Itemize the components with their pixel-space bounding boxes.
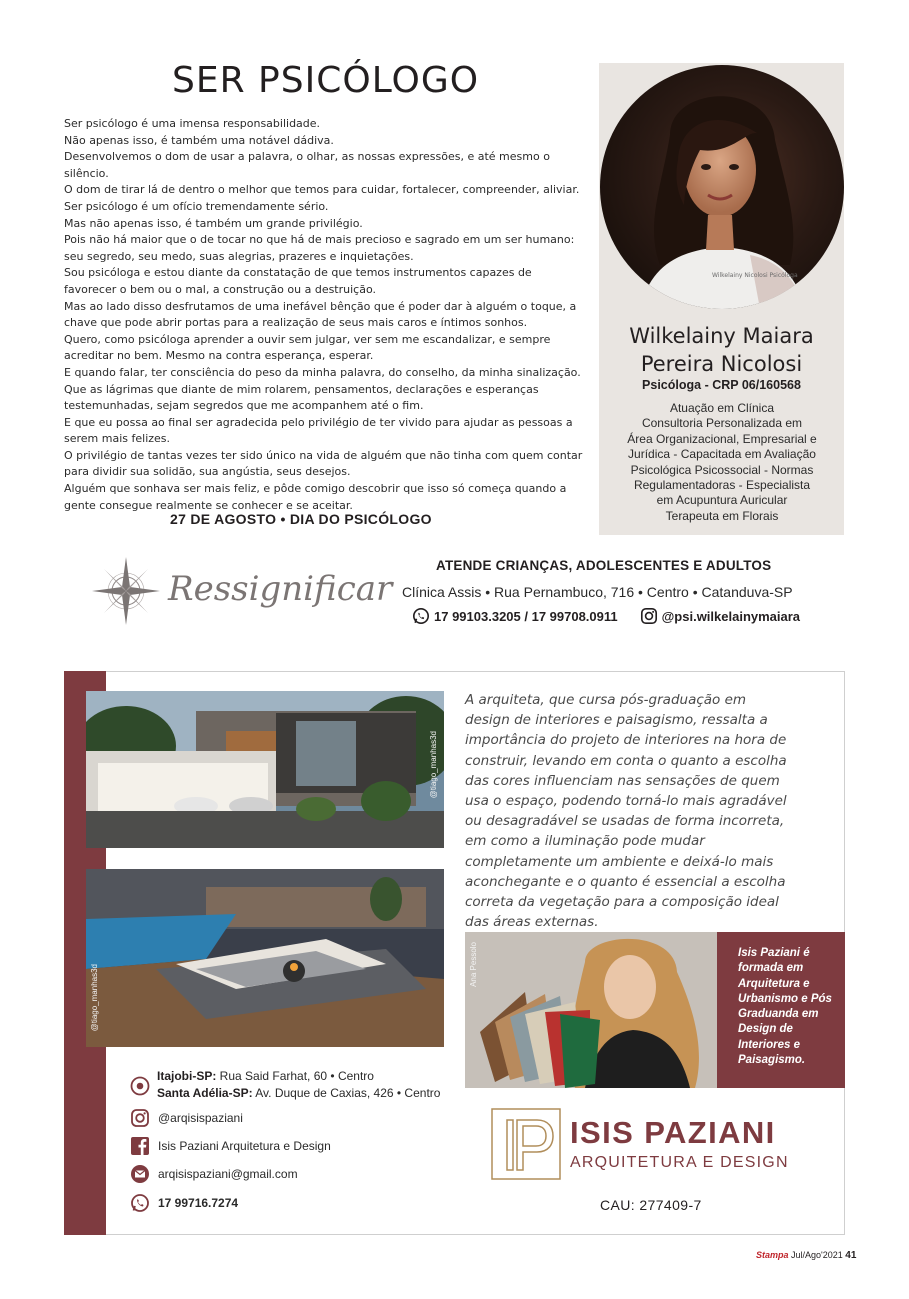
date-line: 27 DE AGOSTO • DIA DO PSICÓLOGO	[170, 511, 432, 527]
profile-description-line: Regulamentadoras - Especialista	[633, 478, 811, 493]
pool-render-photo	[86, 869, 444, 1047]
photo-credit-person: Ana Pessolo	[469, 942, 478, 987]
profile-description-line: Atuação em Clínica	[669, 401, 775, 415]
attend-line: ATENDE CRIANÇAS, ADOLESCENTES E ADULTOS	[436, 558, 772, 573]
article-paragraph: Que as lágrimas que diante de mim rolarem, pensamentos, declarações e esperanças testemunhadas, sejam segredos que me acompanhem até o fim.	[64, 382, 539, 413]
article-paragraph: Mas não apenas isso, é também um grande privilégio.	[64, 216, 363, 230]
article-paragraph: Sou psicóloga e estou diante da constatação de que temos instrumentos capazes de favorecer o bem ou o mal, a construção ou a destruição.	[64, 266, 532, 296]
architect-bio: Isis Paziani é formada em Arquitetura e Urbanismo e Pós Graduanda em Design de Interiores e Paisagismo.	[717, 932, 845, 1088]
instagram-icon	[640, 607, 658, 625]
ad-instagram-text: @arqisispaziani	[158, 1111, 243, 1125]
page-number: 41	[845, 1250, 857, 1261]
profile-description-line: Consultoria Personalizada em	[641, 416, 803, 431]
article-paragraph: E quando falar, ter consciência do peso da minha palavra, do conselho, da minha sinalização.	[64, 365, 581, 379]
whatsapp-icon	[412, 607, 430, 625]
ressignificar-logo	[90, 555, 393, 630]
profile-description-line: em Acupuntura Auricular	[656, 493, 788, 508]
article-paragraph: Alguém que sonhava ser mais feliz, e pôde comigo descobrir que isso só começa quando a gente consegue realmente se conhecer e se aceitar.	[64, 482, 567, 512]
clinic-contacts	[412, 607, 800, 625]
instagram-icon	[130, 1108, 150, 1128]
profile-name	[599, 322, 844, 378]
article-paragraph: Não apenas isso, é também uma notável dádiva.	[64, 133, 334, 147]
ad-facebook[interactable]	[130, 1136, 331, 1156]
article-paragraph: E que eu possa ao final ser agradecida pelo privilégio de ter vivido para ajudar as pessoas a serem mais felizes.	[64, 415, 573, 446]
brand-subtitle: ARQUITETURA E DESIGN	[570, 1154, 789, 1171]
facebook-icon	[130, 1136, 150, 1156]
clinic-address: Clínica Assis • Rua Pernambuco, 716 • Centro • Catanduva-SP	[402, 584, 793, 600]
photo-credit-pool: @tiago_manhas3d	[90, 964, 99, 1032]
address1-label: Itajobi-SP:	[157, 1069, 217, 1083]
profile-description-line: Área Organizacional, Empresarial e	[627, 431, 817, 446]
magazine-brand: Stampa	[756, 1250, 789, 1260]
article-paragraph: Pois não há maior que o de tocar no que há de mais precioso e sagrado em um ser humano: seu segredo, seu medo, suas alegrias, prazeres e inquietações.	[64, 233, 575, 263]
profile-crp: Psicóloga - CRP 06/160568	[642, 378, 801, 392]
profile-description-line: Terapeuta em Florais	[665, 508, 779, 523]
profile-name-line1: Wilkelainy Maiara	[629, 324, 814, 348]
cau-number: CAU: 277409-7	[600, 1197, 702, 1213]
article-title: SER PSICÓLOGO	[172, 60, 480, 101]
article-paragraph: Mas ao lado disso desfrutamos de uma inefável bênção que é poder dar à alguém o toque, a chave que pode abrir portas para a realização de seus mais caros e íntimos sonhos.	[64, 299, 577, 330]
clinic-instagram-text: @psi.wilkelainymaiara	[661, 608, 801, 624]
compass-rose-icon	[90, 555, 162, 627]
article-paragraph: O privilégio de tantas vezes ter sido único na vida de alguém que não tinha com quem contar para dividir sua solidão, sua angústia, seus desejos.	[64, 448, 583, 479]
ad-whatsapp[interactable]	[130, 1193, 238, 1213]
article-body	[64, 116, 584, 514]
coat-embroidery: Wilkelainy Nicolosi Psicóloga	[712, 272, 798, 279]
architect-photo	[465, 932, 717, 1088]
profile-description-line: Psicológica Psicossocial - Normas	[630, 462, 814, 477]
ip-monogram-logo	[491, 1108, 561, 1180]
page-footer	[756, 1250, 856, 1261]
article-paragraph: Quero, como psicóloga aprender a ouvir sem julgar, ver sem me escandalizar, e sempre acreditar no bem. Mesmo na contra esperança, esperar.	[64, 332, 551, 363]
ad-paragraph: A arquiteta, que cursa pós-graduação em design de interiores e paisagismo, ressalta a importância do projeto de interiores na hora de construir, levando em conta o quanto a escolha das cores influenciam nas sensações de quem usa o espaço, podendo torná-lo mais agradável ou desagradável se usadas de forma incorreta, em como a iluminação pode mudar completamente um ambiente e deixá-lo mais aconchegante e o quanto é essencial a escolha correta da vegetação para a composição ideal das áreas externas.	[465, 692, 787, 931]
email-icon	[130, 1164, 150, 1184]
address2-label: Santa Adélia-SP:	[157, 1085, 253, 1100]
ad-facebook-text: Isis Paziani Arquitetura e Design	[158, 1139, 331, 1153]
magazine-issue: Jul/Ago'2021	[788, 1250, 846, 1260]
whatsapp-icon	[130, 1193, 150, 1213]
article-paragraph: O dom de tirar lá de dentro o melhor que temos para cuidar, fortalecer, compreender, aliviar.	[64, 183, 580, 197]
house-render-photo	[86, 691, 444, 848]
article-paragraph: Ser psicólogo é um ofício tremendamente sério.	[64, 199, 329, 213]
article-paragraph: Ser psicólogo é uma imensa responsabilidade.	[64, 117, 321, 130]
photo-credit-house: @tiago_manhas3d	[429, 731, 438, 799]
profile-description	[606, 401, 838, 524]
ad-email-text: arqisispaziani@gmail.com	[158, 1167, 298, 1181]
ad-addresses	[157, 1068, 440, 1101]
clinic-instagram[interactable]	[640, 607, 800, 625]
address2-text: Av. Duque de Caxias, 426 • Centro	[252, 1085, 441, 1100]
ad-whatsapp-text: 17 99716.7274	[158, 1196, 239, 1210]
profile-name-line2: Pereira Nicolosi	[640, 352, 803, 376]
article-paragraph: Desenvolvemos o dom de usar a palavra, o olhar, as nossas expressões, e até mesmo o silêncio.	[64, 150, 550, 180]
profile-description-line: Jurídica - Capacitada em Avaliação	[628, 447, 816, 462]
location-pin-icon	[130, 1076, 150, 1096]
clinic-phones[interactable]	[412, 607, 618, 625]
ad-email[interactable]	[130, 1164, 298, 1184]
ad-instagram[interactable]	[130, 1108, 243, 1128]
psychologist-portrait	[600, 65, 844, 309]
ressignificar-wordmark: Ressignificar	[168, 569, 393, 609]
address1-text: Rua Said Farhat, 60 • Centro	[216, 1069, 374, 1083]
brand-title: ISIS PAZIANI	[570, 1115, 776, 1150]
clinic-phones-text: 17 99103.3205 / 17 99708.0911	[434, 608, 618, 624]
